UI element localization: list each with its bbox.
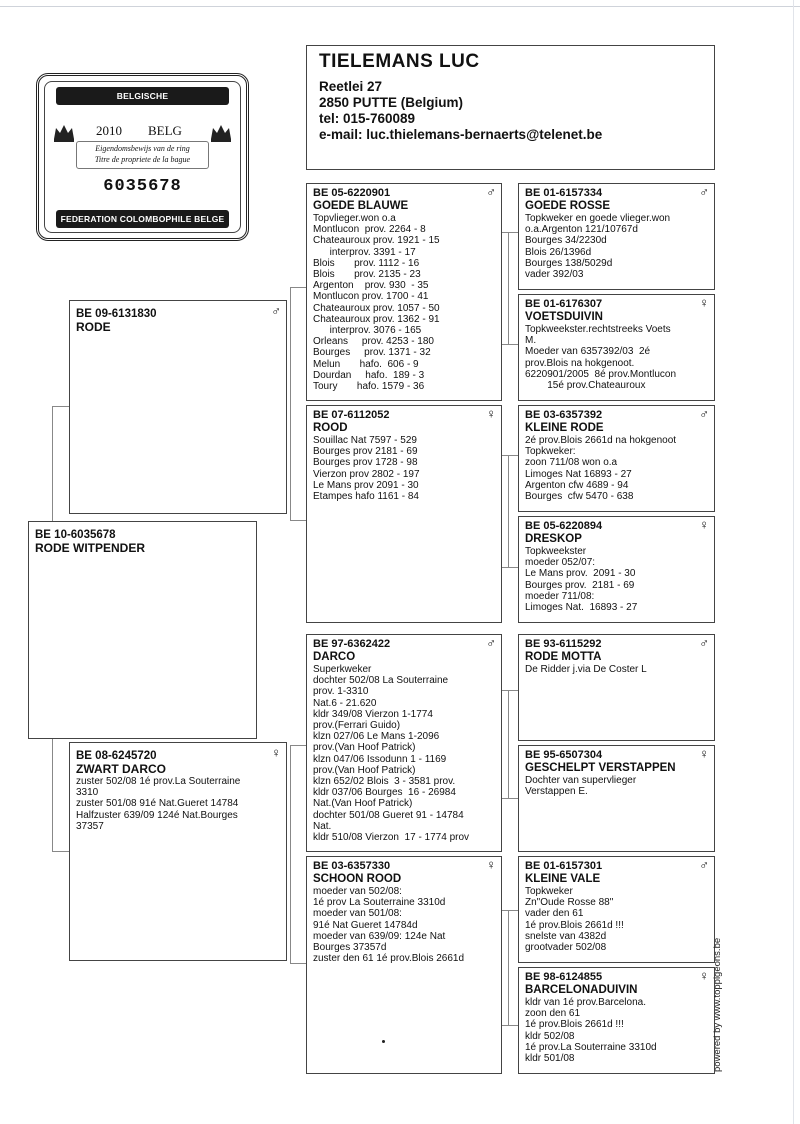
- connector-line: [502, 910, 518, 911]
- pigeon-name: KLEINE RODE: [525, 422, 604, 434]
- detail-line: zoon 711/08 won o.a: [525, 457, 618, 469]
- connector-line: [290, 745, 306, 746]
- pigeon-name: SCHOON ROOD: [313, 873, 402, 885]
- pigeon-name: ZWART DARCO: [76, 762, 166, 776]
- detail-line: Orleans prov. 4253 - 180: [313, 336, 434, 348]
- certificate-number: 6035678: [103, 177, 182, 196]
- detail-line: Dochter van supervlieger: [525, 775, 637, 786]
- connector-line: [290, 745, 291, 963]
- detail-line: Limoges Nat 16893 - 27: [525, 468, 632, 480]
- male-symbol-icon: ♂: [699, 406, 709, 421]
- detail-line: kldr 510/08 Vierzon 17 - 1774 prov: [313, 832, 470, 844]
- female-symbol-icon: ♀: [271, 745, 281, 760]
- detail-line: Nat.: [313, 820, 332, 832]
- connector-line: [502, 232, 518, 233]
- pigeon-name: RODE: [76, 320, 111, 334]
- sdd-card: [518, 516, 715, 623]
- male-symbol-icon: ♂: [271, 303, 281, 318]
- detail-line: 1é prov La Souterraine 3310d: [313, 897, 446, 909]
- detail-line: zuster 502/08 1é prov.La Souterraine: [76, 776, 241, 787]
- detail-line: interprov. 3076 - 165: [313, 325, 422, 337]
- sds-card: [518, 405, 715, 512]
- connector-line: [502, 455, 518, 456]
- detail-line: zuster den 61 1é prov.Blois 2661d: [313, 953, 465, 965]
- detail-line: Chateauroux prov. 1362 - 91: [313, 313, 440, 325]
- detail-line: Topkweker: [525, 886, 573, 897]
- detail-line: kldr 502/08: [525, 1030, 575, 1042]
- pigeon-details: [76, 776, 280, 832]
- detail-line: Nat.(Van Hoof Patrick): [313, 798, 413, 810]
- female-symbol-icon: ♀: [699, 968, 709, 983]
- detail-line: kldr 037/06 Bourges 16 - 26984: [313, 787, 456, 799]
- connector-line: [508, 455, 509, 567]
- detail-line: grootvader 502/08: [525, 942, 607, 954]
- pigeon-name: VOETSDUIVIN: [525, 311, 603, 323]
- detail-line: Limoges Nat. 16893 - 27: [525, 602, 638, 614]
- sire-sire-card: [306, 183, 502, 401]
- owner-box: [306, 45, 715, 170]
- pigeon-name: GOEDE ROSSE: [525, 200, 610, 212]
- detail-line: Vierzon prov 2802 - 197: [313, 468, 420, 480]
- connector-line: [502, 1025, 518, 1026]
- certificate-property-fr: Titre de propriete de la bague: [94, 155, 191, 164]
- ssd-card: [518, 294, 715, 401]
- connector-line: [52, 406, 69, 407]
- ownership-certificate: [36, 73, 249, 241]
- detail-line: vader 392/03: [525, 269, 584, 281]
- connector-line: [290, 963, 306, 964]
- owner-name: TIELEMANS LUC: [319, 51, 480, 72]
- detail-line: Blois 26/1396d: [525, 246, 592, 258]
- detail-line: Chateauroux prov. 1921 - 15: [313, 235, 440, 247]
- owner-tel: tel: 015-760089: [319, 111, 416, 126]
- connector-line: [502, 690, 518, 691]
- male-symbol-icon: ♂: [486, 635, 496, 650]
- detail-line: vader den 61: [525, 908, 584, 920]
- detail-line: Argenton cfw 4689 - 94: [525, 479, 629, 491]
- detail-line: 37357: [76, 820, 104, 832]
- female-symbol-icon: ♀: [486, 406, 496, 421]
- powered-by-footer: powered by www.toppigeons.be: [712, 937, 723, 1072]
- detail-line: Chateauroux prov. 1057 - 50: [313, 302, 440, 314]
- male-symbol-icon: ♂: [699, 635, 709, 650]
- detail-line: Zn"Oude Rosse 88": [525, 897, 614, 909]
- detail-line: klzn 652/02 Blois 3 - 3581 prov.: [313, 776, 456, 788]
- detail-line: 91é Nat Gueret 14784d: [313, 919, 418, 931]
- ring-number: BE 08-6245720: [76, 750, 157, 762]
- detail-line: Topkweker en goede vlieger.won: [525, 213, 671, 224]
- crown-crest-icon: [207, 119, 235, 145]
- detail-line: Melun hafo. 606 - 9: [313, 358, 419, 370]
- detail-line: Le Mans prov 2091 - 30: [313, 479, 419, 491]
- connector-line: [52, 738, 53, 851]
- pigeon-details: [313, 664, 495, 843]
- detail-line: snelste van 4382d: [525, 930, 607, 942]
- pigeon-name: GOEDE BLAUWE: [313, 200, 409, 212]
- connector-line: [52, 851, 69, 852]
- ring-number: BE 10-6035678: [35, 529, 116, 541]
- detail-line: 6220901/2005 8é prov.Montlucon: [525, 368, 677, 380]
- connector-line: [290, 287, 291, 520]
- detail-line: o.a.Argenton 121/10767d: [525, 224, 638, 236]
- subject-pigeon-card: [28, 521, 257, 739]
- detail-line: Topvlieger.won o.a: [313, 213, 396, 224]
- detail-line: Superkweker: [313, 664, 372, 675]
- dss-card: [518, 634, 715, 741]
- detail-line: 1é prov.Blois 2661d !!!: [525, 919, 624, 931]
- certificate-top-banner: BELGISCHE DUIVENLIEFHEBBERSBOND: [56, 87, 229, 105]
- connector-line: [502, 344, 518, 345]
- pigeon-name: RODE WITPENDER: [35, 541, 146, 555]
- ring-number: BE 97-6362422: [313, 638, 391, 650]
- ring-number: BE 93-6115292: [525, 638, 602, 650]
- detail-line: M.: [525, 335, 537, 347]
- male-symbol-icon: ♂: [699, 857, 709, 872]
- ring-number: BE 01-6157334: [525, 187, 603, 199]
- ring-number: BE 95-6507304: [525, 749, 603, 761]
- connector-line: [508, 910, 509, 1025]
- detail-line: Etampes hafo 1161 - 84: [313, 491, 419, 503]
- detail-line: klzn 027/06 Le Mans 1-2096: [313, 731, 440, 743]
- connector-line: [290, 287, 306, 288]
- dam-card: [69, 742, 287, 961]
- ring-number: BE 01-6157301: [525, 860, 603, 872]
- pigeon-details: [313, 435, 495, 502]
- connector-line: [502, 567, 518, 568]
- detail-line: dochter 501/08 Gueret 91 - 14784: [313, 809, 464, 821]
- detail-line: Nat.6 - 21.620: [313, 697, 377, 709]
- detail-line: Bourges cfw 5470 - 638: [525, 491, 634, 503]
- detail-line: Bourges prov 2181 - 69: [313, 446, 418, 458]
- dam-dam-card: [306, 856, 502, 1074]
- detail-line: prov.(Van Hoof Patrick): [313, 742, 416, 754]
- detail-line: zuster 501/08 91é Nat.Gueret 14784: [76, 798, 239, 810]
- detail-line: 2é prov.Blois 2661d na hokgenoot: [525, 435, 677, 446]
- owner-email: e-mail: luc.thielemans-bernaerts@telenet.be: [319, 127, 603, 142]
- detail-line: Dourdan hafo. 189 - 3: [313, 369, 425, 381]
- detail-line: moeder van 502/08:: [313, 886, 402, 897]
- detail-line: Le Mans prov. 2091 - 30: [525, 568, 636, 580]
- ring-number: BE 09-6131830: [76, 308, 157, 320]
- connector-line: [508, 690, 509, 798]
- detail-line: zoon den 61: [525, 1008, 581, 1020]
- detail-line: Bourges 34/2230d: [525, 235, 607, 247]
- ring-number: BE 01-6176307: [525, 298, 603, 310]
- sire-dam-card: [306, 405, 502, 623]
- detail-line: Moeder van 6357392/03 2é: [525, 346, 651, 358]
- connector-line: [508, 232, 509, 344]
- owner-city: 2850 PUTTE (Belgium): [319, 95, 464, 110]
- detail-line: Bourges 138/5029d: [525, 257, 613, 269]
- page-right-edge: [793, 0, 794, 1124]
- certificate-property-nl: Eigendomsbewijs van de ring: [95, 144, 190, 153]
- detail-line: Topkweekster: [525, 546, 587, 557]
- detail-line: 1é prov.La Souterraine 3310d: [525, 1041, 657, 1053]
- detail-line: Toury hafo. 1579 - 36: [313, 381, 425, 393]
- detail-line: Bourges 37357d: [313, 942, 387, 954]
- pigeon-name: GESCHELPT VERSTAPPEN: [525, 762, 676, 774]
- detail-line: prov.(Van Hoof Patrick): [313, 764, 416, 776]
- pigeon-name: BARCELONADUIVIN: [525, 984, 638, 996]
- pigeon-name: RODE MOTTA: [525, 651, 602, 663]
- ring-number: BE 07-6112052: [313, 409, 390, 421]
- detail-line: klzn 047/06 Issodunn 1 - 1169: [313, 753, 447, 765]
- detail-line: Halfzuster 639/09 124é Nat.Bourges: [76, 809, 238, 821]
- detail-line: 15é prov.Chateauroux: [525, 380, 646, 392]
- female-symbol-icon: ♀: [699, 746, 709, 761]
- detail-line: Blois prov. 2135 - 23: [313, 269, 421, 281]
- dsd-card: [518, 745, 715, 852]
- detail-line: Blois prov. 1112 - 16: [313, 257, 420, 269]
- pigeon-details: [313, 213, 495, 392]
- pigeon-name: DARCO: [313, 651, 356, 663]
- sire-card: [69, 300, 287, 514]
- female-symbol-icon: ♀: [699, 517, 709, 532]
- connector-line: [290, 520, 306, 521]
- detail-line: Bourges prov. 2181 - 69: [525, 579, 635, 591]
- ring-number: BE 98-6124855: [525, 971, 603, 983]
- pigeon-name: KLEINE VALE: [525, 873, 601, 885]
- female-symbol-icon: ♀: [699, 295, 709, 310]
- detail-line: Argenton prov. 930 - 35: [313, 280, 429, 292]
- dam-sire-card: [306, 634, 502, 852]
- detail-line: prov. 1-3310: [313, 686, 369, 698]
- detail-line: prov.(Ferrari Guido): [313, 720, 401, 732]
- pigeon-name: DRESKOP: [525, 533, 582, 545]
- detail-line: moeder van 501/08:: [313, 908, 402, 920]
- dds-card: [518, 856, 715, 963]
- connector-line: [502, 798, 518, 799]
- detail-line: moeder van 639/09: 124e Nat: [313, 930, 446, 942]
- sss-card: [518, 183, 715, 290]
- detail-line: 3310: [76, 787, 99, 799]
- detail-line: moeder 711/08:: [525, 590, 595, 602]
- male-symbol-icon: ♂: [699, 184, 709, 199]
- ring-number: BE 03-6357392: [525, 409, 603, 421]
- detail-line: 1é prov.Blois 2661d !!!: [525, 1019, 624, 1031]
- detail-line: Bourges prov. 1371 - 32: [313, 347, 431, 359]
- owner-street: Reetlei 27: [319, 79, 383, 94]
- certificate-country: BELG: [148, 123, 182, 138]
- ring-number: BE 05-6220901: [313, 187, 391, 199]
- page-top-edge: [0, 6, 800, 7]
- detail-line: Verstappen E.: [525, 786, 588, 798]
- pigeon-name: ROOD: [313, 422, 348, 434]
- crown-crest-icon: [50, 119, 78, 145]
- detail-line: Topkweker:: [525, 446, 576, 458]
- male-symbol-icon: ♂: [486, 184, 496, 199]
- detail-line: prov.Blois na hokgenoot.: [525, 357, 635, 369]
- certificate-year: 2010: [96, 123, 122, 138]
- detail-line: kldr 349/08 Vierzon 1-1774: [313, 708, 433, 720]
- detail-line: De Ridder j.via De Coster L: [525, 664, 647, 675]
- ring-number: BE 05-6220894: [525, 520, 603, 532]
- detail-line: interprov. 3391 - 17: [313, 246, 416, 258]
- detail-line: kldr 501/08: [525, 1053, 575, 1065]
- detail-line: Montlucon prov. 1700 - 41: [313, 291, 429, 303]
- ring-number: BE 03-6357330: [313, 860, 391, 872]
- detail-line: dochter 502/08 La Souterraine: [313, 675, 449, 687]
- detail-line: Montlucon prov. 2264 - 8: [313, 224, 426, 236]
- detail-line: Topkweekster.rechtstreeks Voets: [525, 324, 671, 335]
- detail-line: Souillac Nat 7597 - 529: [313, 435, 417, 446]
- detail-line: Bourges prov 1728 - 98: [313, 457, 418, 469]
- detail-line: kldr van 1é prov.Barcelona.: [525, 997, 646, 1008]
- detail-line: moeder 052/07:: [525, 557, 596, 569]
- ddd-card: [518, 967, 715, 1074]
- female-symbol-icon: ♀: [486, 857, 496, 872]
- stray-dot: [382, 1040, 385, 1043]
- pigeon-details: [313, 886, 495, 964]
- certificate-bottom-banner: FEDERATION COLOMBOPHILE BELGE: [56, 210, 229, 228]
- connector-line: [52, 406, 53, 522]
